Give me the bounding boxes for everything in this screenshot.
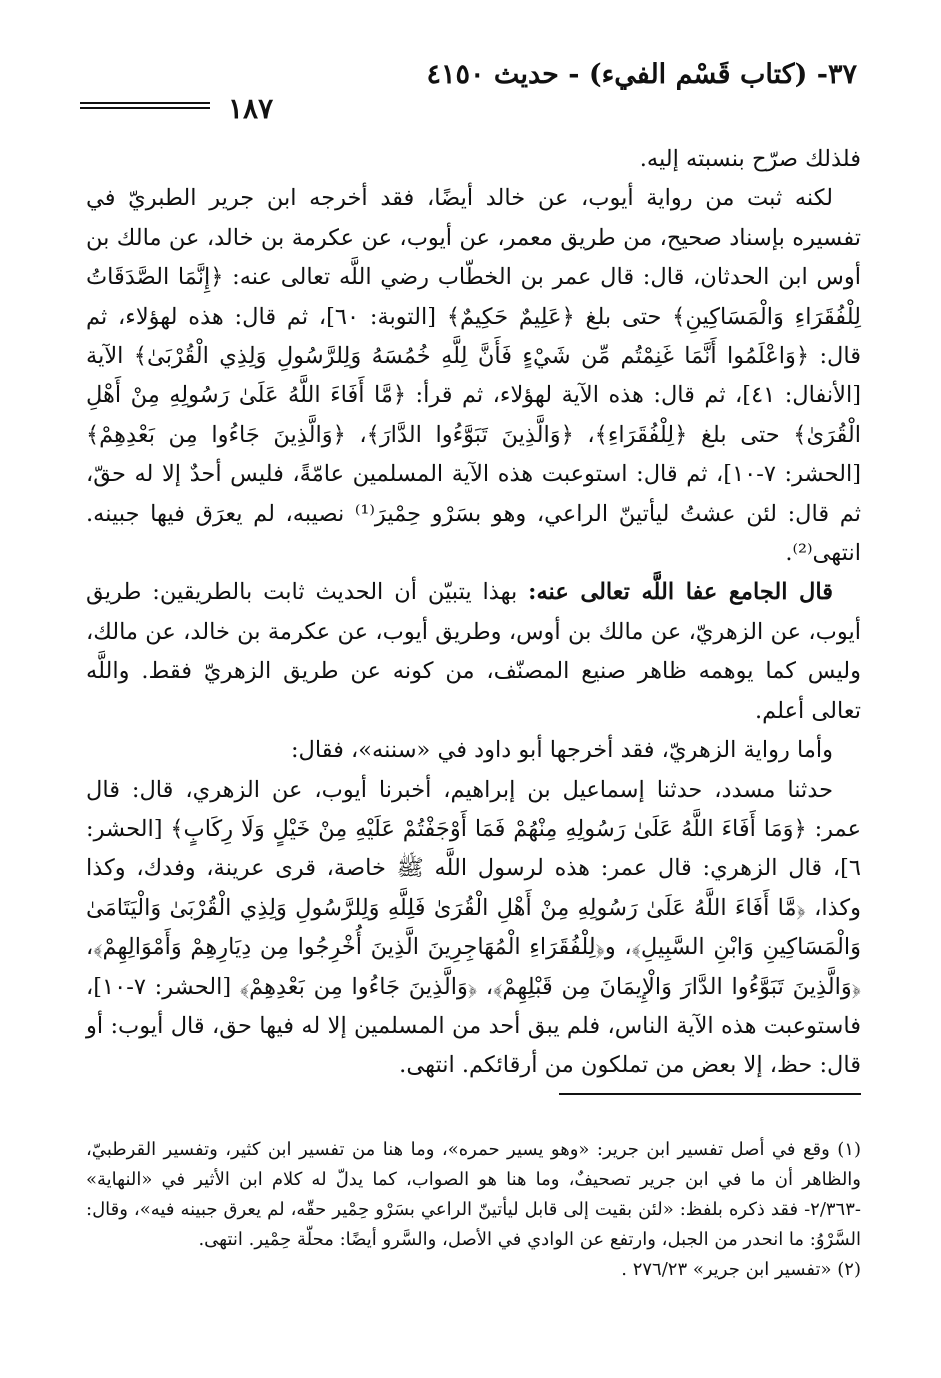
main-body (86, 140, 861, 1086)
paragraph-2: لكنه ثبت من رواية أيوب، عن خالد أيضًا، فقد أخرجه ابن جرير الطبريّ في تفسيره بإسناد صحيح، من طريق معمر، عن أيوب، عن عكرمة بن خالد، عن مالك بن أوس ابن الحدثان، قال: قال عمر بن الخطّاب رضي اللَّه تعالى عنه: ﴿إِنَّمَا الصَّدَقَاتُ لِلْفُقَرَاءِ وَالْمَسَاكِينِ﴾ حتى بلغ ﴿عَلِيمٌ حَكِيمٌ﴾ [التوبة: ٦٠]، ثم قال: هذه لهؤلاء، ثم قال: ﴿وَاعْلَمُوا أَنَّمَا غَنِمْتُم مِّن شَيْءٍ فَأَنَّ لِلَّهِ خُمُسَهُ وَلِلرَّسُولِ وَلِذِي الْقُرْبَىٰ﴾ الآية [الأنفال: ٤١]، ثم قال: هذه الآية لهؤلاء، ثم قرأ: ﴿مَّا أَفَاءَ اللَّهُ عَلَىٰ رَسُولِهِ مِنْ أَهْلِ الْقُرَىٰ﴾ حتى بلغ ﴿لِلْفُقَرَاءِ﴾، ﴿وَالَّذِينَ تَبَوَّءُوا الدَّارَ﴾، ﴿وَالَّذِينَ جَاءُوا مِن بَعْدِهِمْ﴾ [الحشر: ٧-١٠]، ثم قال: استوعبت هذه الآية المسلمين عامّةً، فليس أحدٌ إلا له حقّ، ثم قال: لئن عشتُ ليأتينّ الراعي، وهو بسَرْو حِمْيرَ⁽¹⁾ نصيبه، لم يعرَق فيها جبينه. انتهى⁽²⁾. (86, 185, 861, 567)
paragraph-1: فلذلك صرّح بنسبته إليه. (639, 146, 861, 172)
paragraph-4: وأما رواية الزهريّ، فقد أخرجها أبو داود في «سننه»، فقال: (290, 737, 833, 764)
footnote-separator (559, 1093, 861, 1095)
header-rule-line (80, 107, 210, 109)
page-header (78, 60, 857, 88)
paragraph-5: حدثنا مسدد، حدثنا إسماعيل بن إبراهيم، أخبرنا أيوب، عن الزهري، قال: قال عمر: ﴿وَمَا أَفَاءَ اللَّهُ عَلَىٰ رَسُولِهِ مِنْهُمْ فَمَا أَوْجَفْتُمْ عَلَيْهِ مِنْ خَيْلٍ وَلَا رِكَابٍ﴾ [الحشر: ٦]، قال الزهري: قال عمر: هذه لرسول اللَّه ﷺ خاصة، قرى عرينة، وفدك، وكذا وكذا، ﴿مَّا أَفَاءَ اللَّهُ عَلَىٰ رَسُولِهِ مِنْ أَهْلِ الْقُرَىٰ فَلِلَّهِ وَلِلرَّسُولِ وَلِذِي الْقُرْبَىٰ وَالْيَتَامَىٰ وَالْمَسَاكِينِ وَابْنِ السَّبِيلِ﴾، و﴿لِلْفُقَرَاءِ الْمُهَاجِرِينَ الَّذِينَ أُخْرِجُوا مِن دِيَارِهِمْ وَأَمْوَالِهِمْ﴾، ﴿وَالَّذِينَ تَبَوَّءُوا الدَّارَ وَالْإِيمَانَ مِن قَبْلِهِمْ﴾، ﴿وَالَّذِينَ جَاءُوا مِن بَعْدِهِمْ﴾ [الحشر: ٧-١٠]، فاستوعبت هذه الآية الناس، فلم يبق أحد من المسلمين إلا له فيها حق، قال أيوب: أو قال: حظ، إلا بعض من تملكون من أرقائكم. انتهى. (86, 776, 861, 1079)
header-rule-line (80, 102, 210, 104)
header-rule (80, 102, 210, 112)
footnote-2: (٢) «تفسير ابن جرير» ٢٧٦/٢٣ . (621, 1259, 861, 1280)
footnotes (86, 1135, 861, 1285)
page-number: ١٨٧ (228, 92, 274, 125)
footnote-1: (١) وقع في أصل تفسير ابن جرير: «وهو يسير حمره»، وما هنا من تفسير ابن كثير، وتفسير القرطبيّ، والظاهر أن ما في ابن جرير تصحيفٌ، وما هنا هو الصواب، كما يدلّ له كلام ابن الأثير في «النهاية» -٢/٣٦٣- فقد ذكره بلفظ: «لئن بقيت إلى قابل ليأتينّ الراعي بسَرْو حِمْير حقّه، لم يعرق جبينه فيه»، وقال: السَّرْوُ: ما انحدر من الجبل، وارتفع عن الوادي في الأصل، والسَّرو أيضًا: محلّة حِمْير. انتهى. (86, 1139, 861, 1250)
jami-label: قال الجامع عفا اللَّه تعالى عنه: (528, 579, 833, 606)
paragraph-3 (86, 573, 861, 731)
paragraph-3-text: بهذا يتبيّن أن الحديث ثابت بالطريقين: طريق أيوب، عن الزهريّ، عن مالك بن أوس، وطريق أيوب، عن عكرمة بن خالد، عن مالك، وليس كما يوهمه ظاهر صنيع المصنّف، من كونه عن طريق الزهريّ فقط. واللَّه تعالى أعلم. (86, 579, 861, 724)
chapter-title: ٣٧- (كتاب قَسْم الفيء) - حديث ٤١٥٠ (426, 58, 857, 90)
